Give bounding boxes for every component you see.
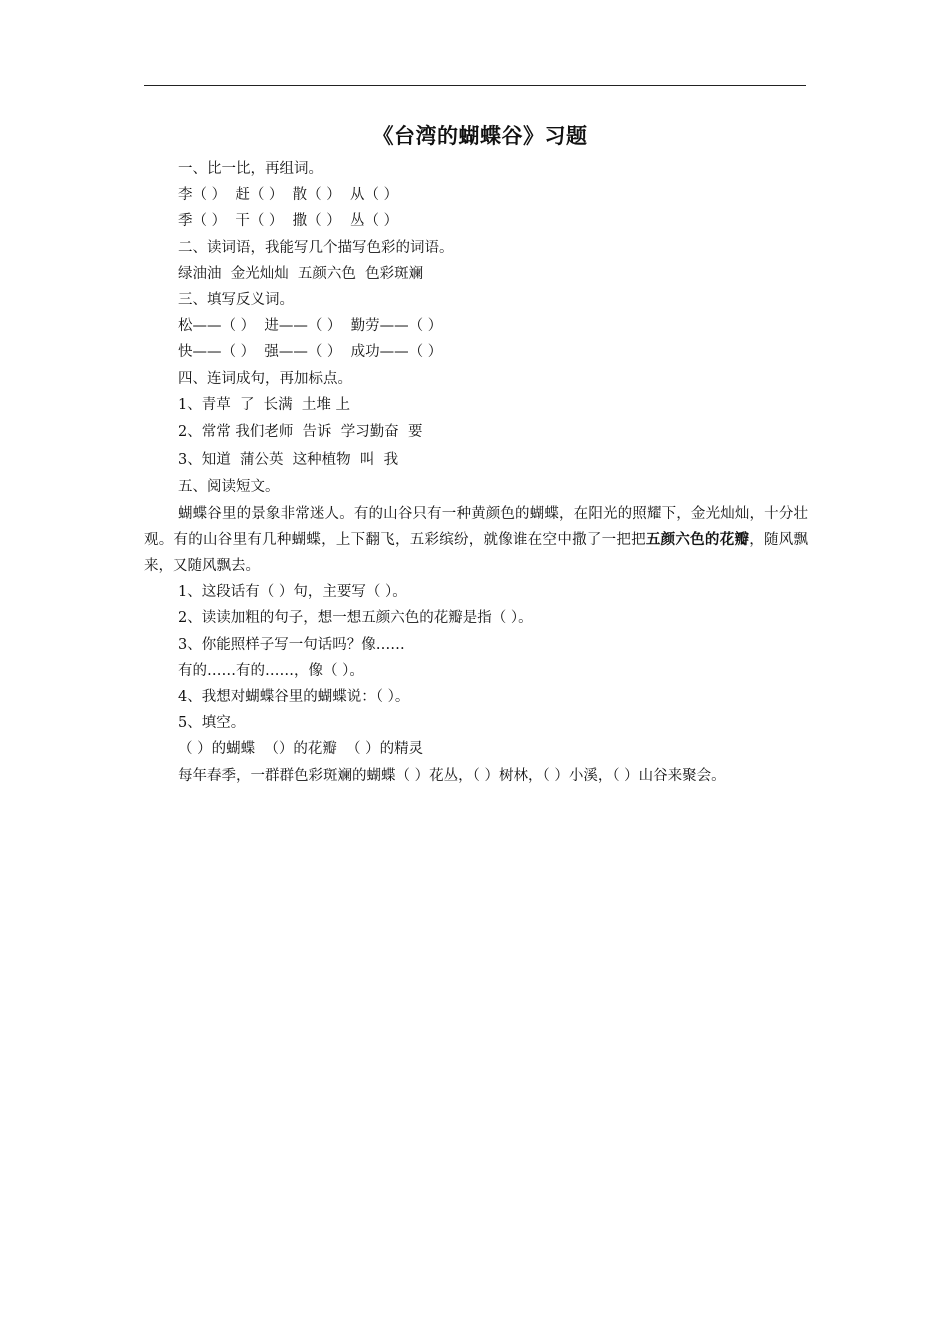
section-1-row-2: 季（ ） 干（ ） 撒（ ） 丛（ ） (178, 213, 399, 230)
section-4-heading: 四、连词成句，再加标点。 (178, 370, 352, 387)
section-3-heading: 三、填写反义词。 (178, 292, 294, 309)
reading-question-4: 4、我想对蝴蝶谷里的蝴蝶说：（ ）。 (178, 688, 410, 705)
reading-question-5-row-2: 每年春季，一群群色彩斑斓的蝴蝶（ ）花丛，（ ）树林，（ ）小溪，（ ）山谷来聚会。 (178, 767, 726, 784)
reading-question-1: 1、这段话有（ ）句，主要写（ ）。 (178, 584, 407, 601)
section-2-words: 绿油油 金光灿灿 五颜六色 色彩斑斓 (178, 265, 424, 282)
document-body (144, 156, 808, 789)
reading-passage (144, 501, 808, 580)
passage-bold-phrase: 五颜六色的花瓣 (645, 531, 750, 548)
reading-question-5: 5、填空。 (178, 715, 246, 732)
section-4-question-2: 2、常常 我们老师 告诉 学习勤奋 要 (178, 424, 423, 441)
passage-text-2: ，随风飘来，又随风飘去。 (144, 531, 809, 574)
section-4-question-1: 1、青草 了 长满 土堆 上 (178, 396, 350, 413)
reading-question-5-row-1: （ ）的蝴蝶 （）的花瓣 （ ）的精灵 (178, 741, 424, 758)
page-title: 《台湾的蝴蝶谷》习题 (372, 124, 588, 148)
section-3-row-2: 快——（ ） 强——（ ） 成功——（ ） (178, 344, 443, 361)
reading-question-3: 3、你能照样子写一句话吗？像…… (178, 636, 405, 653)
section-2-heading: 二、读词语，我能写几个描写色彩的词语。 (178, 239, 454, 256)
section-5-heading: 五、阅读短文。 (178, 479, 280, 496)
section-1-row-1: 李（ ） 赶（ ） 散（ ） 从（ ） (178, 187, 399, 204)
header-rule (144, 85, 806, 86)
section-1-heading: 一、比一比，再组词。 (178, 161, 323, 177)
section-4-question-3: 3、知道 蒲公英 这种植物 叫 我 (178, 451, 399, 468)
reading-question-3-pattern: 有的……有的……，像（ ）。 (178, 662, 364, 679)
section-3-row-1: 松——（ ） 进——（ ） 勤劳——（ ） (178, 318, 443, 335)
passage-text-1: 蝴蝶谷里的景象非常迷人。有的山谷只有一种黄颜色的蝴蝶，在阳光的照耀下，金光灿灿，十分壮观。有的山谷里有几种蝴蝶，上下翻飞，五彩缤纷，就像谁在空中撒了一把把 (144, 505, 808, 548)
reading-question-2: 2、读读加粗的句子，想一想五颜六色的花瓣是指（ ）。 (178, 610, 533, 627)
